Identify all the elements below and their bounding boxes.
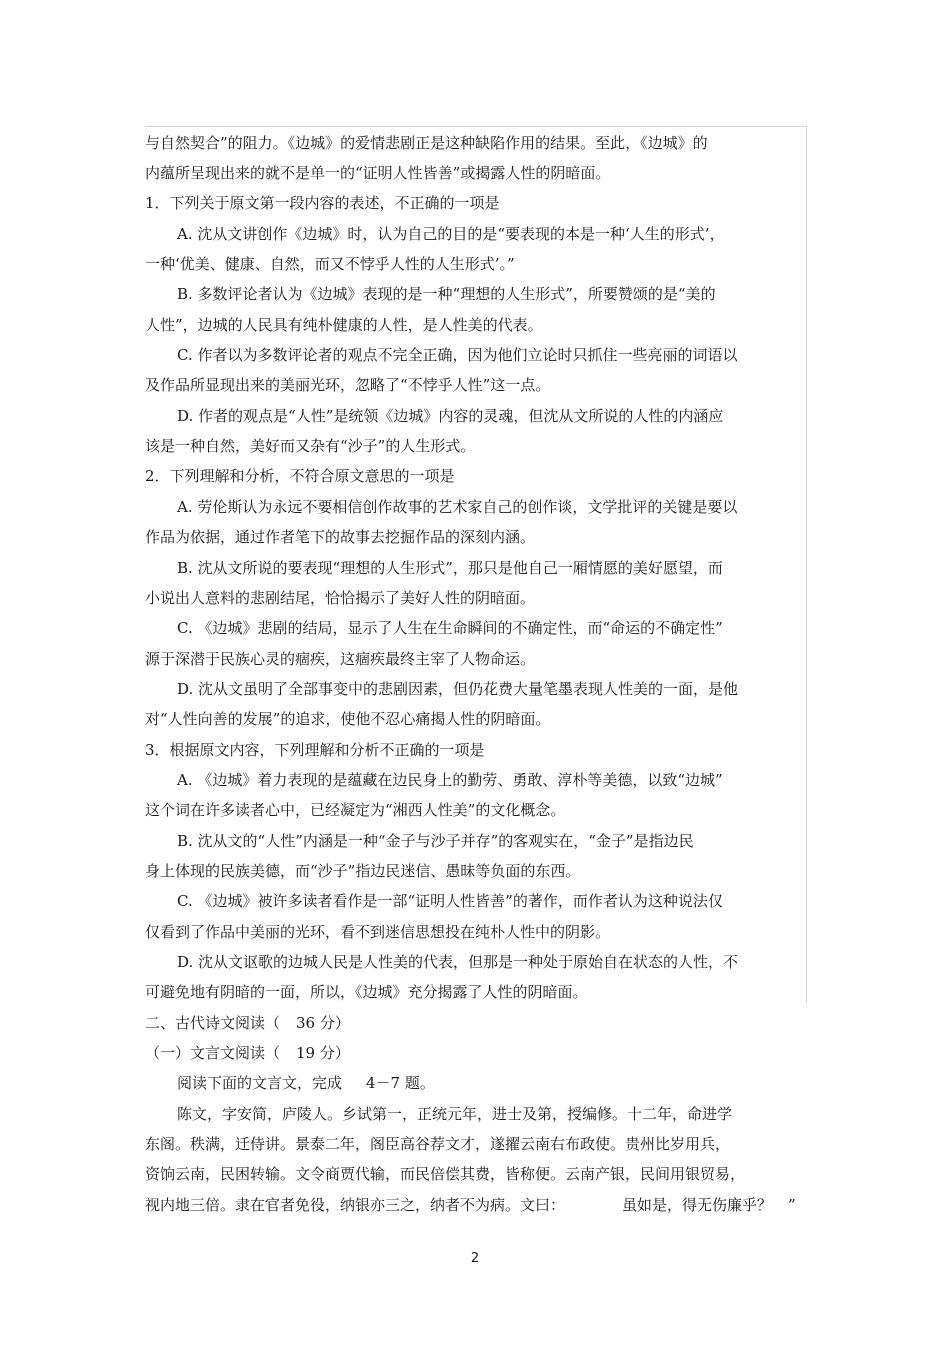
frame-right-border	[806, 126, 807, 1003]
document-page: 与自然契合”的阻力。《边城》的爱情悲剧正是这种缺陷作用的结果。至此，《边城》的 内蕴所呈现出来的就不是单一的“证明人性皆善”或揭露人性的阴暗面。 1．下列关于原文第一段内容的表述，不正确的一项是 A. 沈从文讲创作《边城》时，认为自己的目的是“要表现的本是一种‘人生的形式’， 一种‘优美、健康、自然，而又不悖乎人性的人生形式’。” B. 多数评论者认为《边城》表现的是一种“理想的人生形式”，所要赞颂的是“美的 人性”，边城的人民具有纯朴健康的人性，是人性美的代表。 C. 作者以为多数评论者的观点不完全正确，因为他们立论时只抓住一些亮丽的词语以 及作品所显现出来的美丽光环，忽略了“不悖乎人性”这一点。 D. 作者的观点是“人性”是统领《边城》内容的灵魂，但沈从文所说的人性的内涵应 该是一种自然，美好而又杂有“沙子”的人生形式。 2．下列理解和分析，不符合原文意思的一项是 A. 劳伦斯认为永远不要相信创作故事的艺术家自己的创作谈，文学批评的关键是要以 作品为依据，通过作者笔下的故事去挖掘作品的深刻内涵。 B. 沈从文所说的要表现“理想的人生形式”，那只是他自己一厢情愿的美好愿望，而 小说出人意料的悲剧结尾，恰恰揭示了美好人性的阴暗面。 C. 《边城》悲剧的结局，显示了人生在生命瞬间的不确定性，而“命运的不确定性” 源于深潜于民族心灵的痼疾，这痼疾最终主宰了人物命运。 D. 沈从文虽明了全部事变中的悲剧因素，但仍花费大量笔墨表现人性美的一面，是他 对“人性向善的发展”的追求，使他不忍心痛揭人性的阴暗面。 3．根据原文内容，下列理解和分析不正确的一项是 A. 《边城》着力表现的是蕴藏在边民身上的勤劳、勇敢、淳朴等美德，以致“边城” 这个词在许多读者心中，已经凝定为“湘西人性美”的文化概念。 B. 沈从文的“人性”内涵是一种“金子与沙子并存”的客观实在，“金子”是指边民 身上体现的民族美德，而“沙子”指边民迷信、愚昧等负面的东西。 C. 《边城》被许多读者看作是一部“证明人性皆善”的著作，而作者认为这种说法仅 仅看到了作品中美丽的光环，看不到迷信思想投在纯朴人性中的阴影。 D. 沈从文讴歌的边城人民是人性美的代表，但那是一种处于原始自在状态的人性，不 可避免地有阴暗的一面，所以，《边城》充分揭露了人性的阴暗面。 二、古代诗文阅读（ 36 分） （一）文言文阅读（ 19 分） 阅读下面的文言文，完成 4－7 题。 陈文，字安简，庐陵人。乡试第一，正统元年，进士及第，授编修。十二年，命进学 东阁。秩满，迁侍讲。景泰二年，阁臣高谷荐文才，遂擢云南右布政使。贵州比岁用兵， 资饷云南，民困转输。文令商贾代输，而民倍偿其费，皆称便。云南产银，民间用银贸易， 视内地三倍。隶在官者免役，纳银亦三之，纳者不为病。文曰： 虽如是，得无伤廉乎？ ” 2	[0, 0, 950, 1345]
frame-top-border	[145, 126, 807, 127]
classical-text-line: 视内地三倍。隶在官者免役，纳银亦三之，纳者不为病。文曰： 虽如是，得无伤廉乎？ ”	[145, 1196, 796, 1214]
page-number: 2	[470, 1251, 480, 1266]
instruction-line: 阅读下面的文言文，完成 4－7 题。	[177, 1074, 435, 1092]
section-heading: 二、古代诗文阅读（ 36 分）	[145, 1014, 350, 1032]
subsection-heading: （一）文言文阅读（ 19 分）	[145, 1044, 350, 1062]
